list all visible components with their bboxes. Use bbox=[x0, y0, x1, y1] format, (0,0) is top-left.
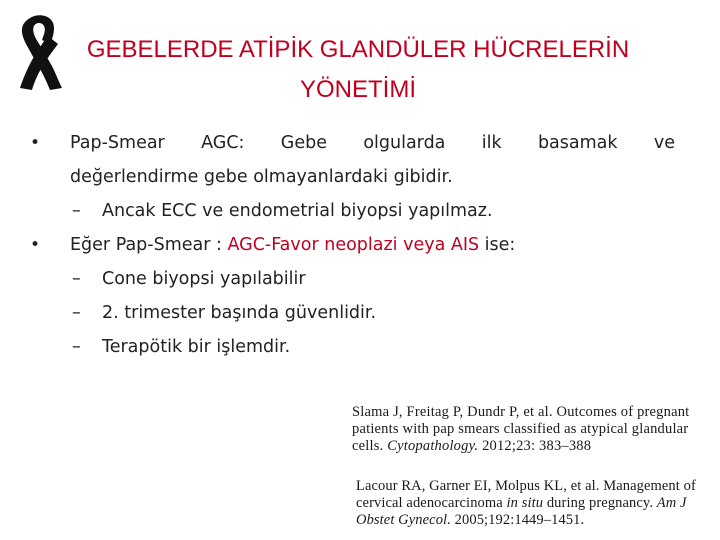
title-line-2: YÖNETİMİ bbox=[299, 76, 416, 103]
reference-2-italic: in situ bbox=[506, 495, 544, 511]
bullet-marker: • bbox=[30, 235, 41, 255]
dash-marker: – bbox=[72, 337, 81, 357]
bullet-list bbox=[30, 126, 675, 364]
reference-image bbox=[346, 396, 712, 540]
reference-2-journal: Am J Obstet Gynecol. bbox=[356, 495, 687, 528]
sub-bullet-item bbox=[30, 194, 675, 228]
sub-bullet-item bbox=[30, 330, 675, 364]
sub-bullet-text: Ancak ECC ve endometrial biyopsi yapılmaz. bbox=[102, 201, 493, 221]
reference-2-text-mid: during pregnancy. bbox=[543, 495, 657, 511]
reference-2 bbox=[356, 478, 708, 529]
awareness-ribbon-icon bbox=[6, 14, 64, 90]
title-line-1: GEBELERDE ATİPİK GLANDÜLER HÜCRELERİN bbox=[86, 36, 630, 63]
reference-1 bbox=[352, 404, 706, 455]
bullet-text-line: Pap-Smear AGC: Gebe olgularda ilk basamak ve bbox=[70, 133, 675, 153]
reference-1-journal: Cytopathology. bbox=[387, 438, 479, 454]
reference-2-text: Lacour RA, Garner EI, Molpus KL, et al. Management of cervical adenocarcinoma bbox=[356, 478, 696, 511]
dash-marker: – bbox=[72, 201, 81, 221]
bullet-text-line: değerlendirme gebe olmayanlardaki gibidir. bbox=[70, 167, 453, 187]
reference-1-citation: 2012;23: 383–388 bbox=[478, 438, 592, 454]
sub-bullet-item bbox=[30, 262, 675, 296]
sub-bullet-text: Cone biyopsi yapılabilir bbox=[102, 269, 306, 289]
reference-2-citation: 2005;192:1449–1451. bbox=[450, 512, 585, 528]
highlighted-diagnosis: AGC-Favor neoplazi veya AIS bbox=[227, 235, 480, 255]
bullet-item bbox=[30, 228, 675, 262]
bullet-text-prefix: Eğer Pap-Smear : bbox=[70, 235, 228, 255]
bullet-item bbox=[30, 126, 675, 194]
bullet-text-suffix: ise: bbox=[479, 235, 516, 255]
bullet-marker: • bbox=[30, 133, 41, 153]
reference-1-text: Slama J, Freitag P, Dundr P, et al. Outcomes of pregnant patients with pap smears classified as atypical glandular cells. bbox=[352, 404, 690, 454]
sub-bullet-item bbox=[30, 296, 675, 330]
dash-marker: – bbox=[72, 269, 81, 289]
dash-marker: – bbox=[72, 303, 81, 323]
slide-title bbox=[58, 30, 658, 110]
sub-bullet-text: Terapötik bir işlemdir. bbox=[102, 337, 291, 357]
sub-bullet-text: 2. trimester başında güvenlidir. bbox=[102, 303, 377, 323]
